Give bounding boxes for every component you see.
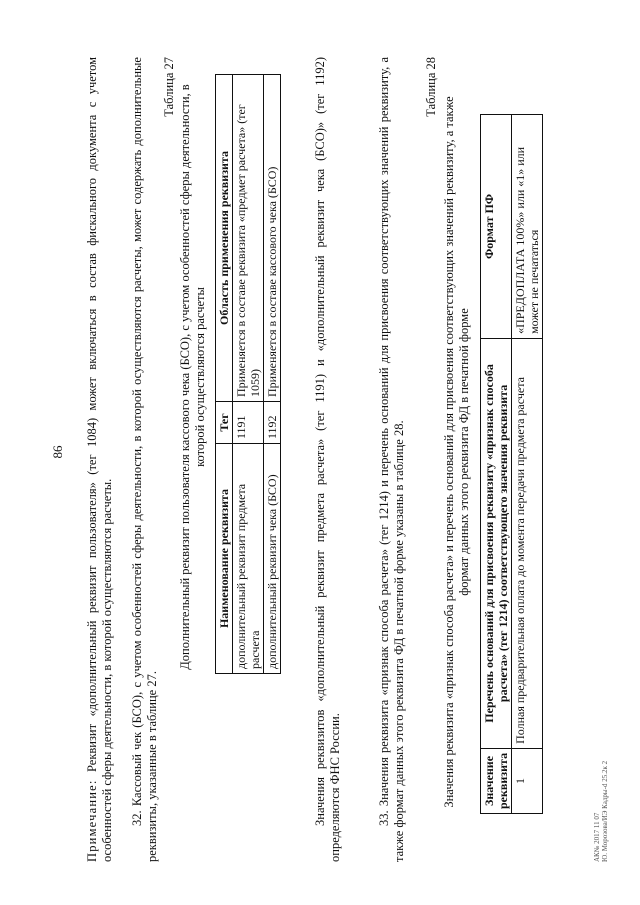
table27-caption: Дополнительный реквизит пользователя кассового чека (БСО), с учетом особенностей сферы деятельности, в которой осуществляются расчеты — [178, 84, 207, 670]
table27-cell: Применяется в составе реквизита «предмет расчета» (тег 1059) — [233, 75, 264, 402]
table27-cell: дополнительный реквизит предмета расчета — [233, 444, 264, 674]
table27-header-row — [216, 75, 233, 674]
table27-header-name: Наименование реквизита — [216, 444, 233, 674]
table27-header-area: Область применения реквизита — [216, 75, 233, 402]
table28-header-basis: Перечень оснований для присвоения реквизиту «признак способа расчета» (тег 1214) соответствующего значения реквизита — [481, 338, 512, 748]
table28-cell: 1 — [512, 748, 543, 813]
table28-header-row — [481, 115, 512, 814]
table-row — [264, 75, 281, 674]
table-row — [233, 75, 264, 674]
table28-label: Таблица 28 — [424, 57, 438, 117]
note-paragraph — [85, 57, 115, 862]
stamp-line: АК№ 2017 11 07 — [593, 812, 601, 862]
paragraph-33: 33. Значения реквизита «признак способа расчета» (тег 1214) и перечень оснований для присвоения соответствующих значений реквизиту, а также формат данных этого реквизита ФД в печатной форме указаны в таблице 28. — [377, 57, 406, 862]
table28-cell: «ПРЕДОПЛАТА 100%» или «1» или может не печататься — [512, 115, 543, 339]
table-row — [512, 115, 543, 814]
table27-label: Таблица 27 — [162, 57, 176, 117]
stamp-line: Ю. Морозова/ИЭ Кадры-d 25.2к 2 — [601, 760, 609, 862]
paragraph-values: Значения реквизитов «дополнительный реквизит предмета расчета» (тег 1191) и «дополнительный реквизит чека (БСО)» (тег 1192) определяются ФНС России. — [313, 57, 342, 862]
paragraph-32: 32. Кассовый чек (БСО), с учетом особенностей сферы деятельности, в которой осуществляются расчеты, может содержать дополнительные реквизиты, указанные в таблице 27. — [130, 57, 159, 862]
document-stamp — [593, 761, 609, 862]
page-number: 86 — [50, 445, 65, 459]
table27-cell: 1192 — [264, 402, 281, 444]
table-28 — [480, 114, 543, 814]
note-text: Реквизит «дополнительный реквизит пользователя» (тег 1084) может включаться в состав фискального документа с учетом особенностей сферы деятельности, в которой осуществляются расчеты. — [85, 56, 114, 862]
table28-header-format: Формат ПФ — [481, 115, 512, 339]
table28-header-value: Значение реквизита — [481, 748, 512, 813]
table27-header-tag: Тег — [216, 402, 233, 444]
document-page — [10, 2, 630, 902]
table27-cell: дополнительный реквизит чека (БСО) — [264, 444, 281, 674]
table28-caption: Значения реквизита «признак способа расчета» и перечень оснований для присвоения соответствующих значений реквизиту, а также формат данных этого реквизита ФД в печатной форме — [442, 96, 471, 808]
table-27 — [215, 74, 281, 674]
table28-cell: Полная предварительная оплата до момента передачи предмета расчета — [512, 338, 543, 748]
table27-cell: 1191 — [233, 402, 264, 444]
note-label: Примечание: — [85, 779, 99, 862]
table27-cell: Применяется в составе кассового чека (БСО) — [264, 75, 281, 402]
